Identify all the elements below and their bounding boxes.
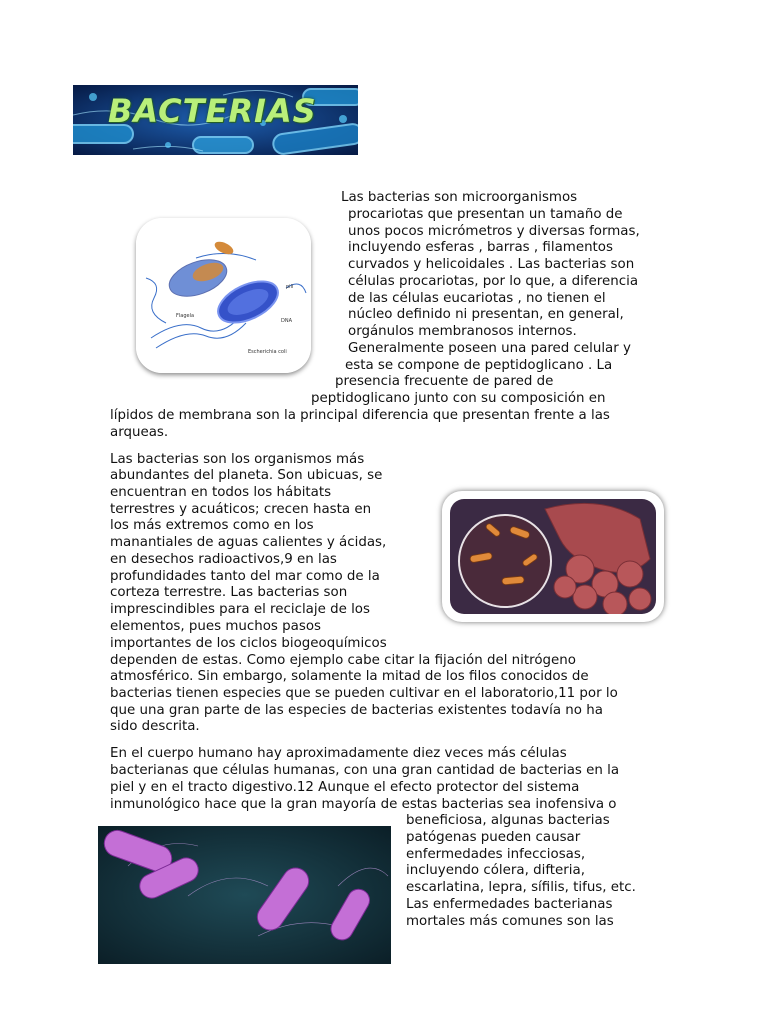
paragraph2-line: sido descrita. [110, 719, 200, 734]
flagella-label: Flagela [176, 313, 195, 319]
paragraph3-line: bacterianas que células humanas, con una gran cantidad de bacterias en la [110, 763, 620, 778]
caption-label: Escherichia coli [248, 349, 287, 355]
bacteria-cell-diagram [136, 218, 311, 373]
paragraph3-line: beneficiosa, algunas bacterias [406, 813, 610, 828]
paragraph1-line: Generalmente poseen una pared celular y [348, 341, 631, 356]
paragraph2-line: que una gran parte de las especies de bacterias existentes todavía no ha [110, 703, 603, 718]
paragraph2-line: manantiales de aguas calientes y ácidas, [110, 535, 387, 550]
paragraph1-line: incluyendo esferas , barras , filamentos [348, 240, 613, 255]
paragraph2-line: imprescindibles para el reciclaje de los [110, 602, 370, 617]
paragraph2-line: los más extremos como en los [110, 518, 314, 533]
paragraph3-line: piel y en el tracto digestivo.12 Aunque el efecto protector del sistema [110, 780, 580, 795]
paragraph1-line: lípidos de membrana son la principal diferencia que presentan frente a las [110, 408, 610, 423]
paragraph1-line: orgánulos membranosos internos. [348, 324, 577, 339]
paragraph2-line: atmosférico. Sin embargo, solamente la mitad de los filos conocidos de [110, 669, 589, 684]
paragraph2-line: corteza terrestre. Las bacterias son [110, 585, 348, 600]
paragraph2-line: profundidades tanto del mar como de la [110, 569, 380, 584]
paragraph3-line: escarlatina, lepra, sífilis, tifus, etc. [406, 880, 636, 895]
paragraph1-line: procariotas que presentan un tamaño de [348, 207, 623, 222]
paragraph2-line: Las bacterias son los organismos más [110, 452, 365, 467]
paragraph2-line: dependen de estas. Como ejemplo cabe citar la fijación del nitrógeno [110, 653, 576, 668]
paragraph1-line: Las bacterias son microorganismos [341, 190, 578, 205]
paragraph1-line: curvados y helicoidales . Las bacterias son [348, 257, 635, 272]
paragraph2-line: importantes de los ciclos biogeoquímicos [110, 636, 387, 651]
paragraph2-line: abundantes del planeta. Son ubicuas, se [110, 468, 383, 483]
paragraph3-line: Las enfermedades bacterianas [406, 897, 613, 912]
paragraph3-line: patógenas pueden causar [406, 830, 581, 845]
paragraph2-line: terrestres y acuáticos; crecen hasta en [110, 502, 372, 517]
intestine-bacteria-figure [442, 491, 664, 622]
dna-label: DNA [281, 318, 293, 324]
paragraph3-line: En el cuerpo humano hay aproximadamente diez veces más células [110, 746, 567, 761]
paragraph3-line: inmunológico hace que la gran mayoría de estas bacterias sea inofensiva o [110, 797, 617, 812]
paragraph2-line: elementos, pues muchos pasos [110, 619, 322, 634]
paragraph1-line: arqueas. [110, 425, 169, 440]
paragraph1-line: esta se compone de peptidoglicano . La [345, 358, 613, 373]
paragraph1-line: peptidoglicano junto con su composición en [311, 391, 606, 406]
paragraph1-line: de las células eucariotas , no tienen el [348, 291, 606, 306]
paragraph2-line: en desechos radioactivos,9 en las [110, 552, 337, 567]
paragraph3-line: incluyendo cólera, difteria, [406, 863, 585, 878]
paragraph2-line: encuentran en todos los hábitats [110, 485, 332, 500]
paragraph2-line: bacterias tienen especies que se pueden cultivar en el laboratorio,11 por lo [110, 686, 618, 701]
paragraph1-line: núcleo definido ni presentan, en general, [348, 307, 624, 322]
paragraph1-line: presencia frecuente de pared de [335, 374, 554, 389]
pili-label: pili [286, 284, 294, 290]
paragraph1-line: células procariotas, por lo que, a diferencia [348, 274, 639, 289]
bacilli-figure [98, 826, 391, 964]
title-banner [73, 85, 358, 155]
paragraph1-line: unos pocos micrómetros y diversas formas, [348, 224, 640, 239]
page-title: BACTERIAS [108, 92, 317, 130]
paragraph3-line: mortales más comunes son las [406, 914, 614, 929]
paragraph3-line: enfermedades infecciosas, [406, 847, 586, 862]
